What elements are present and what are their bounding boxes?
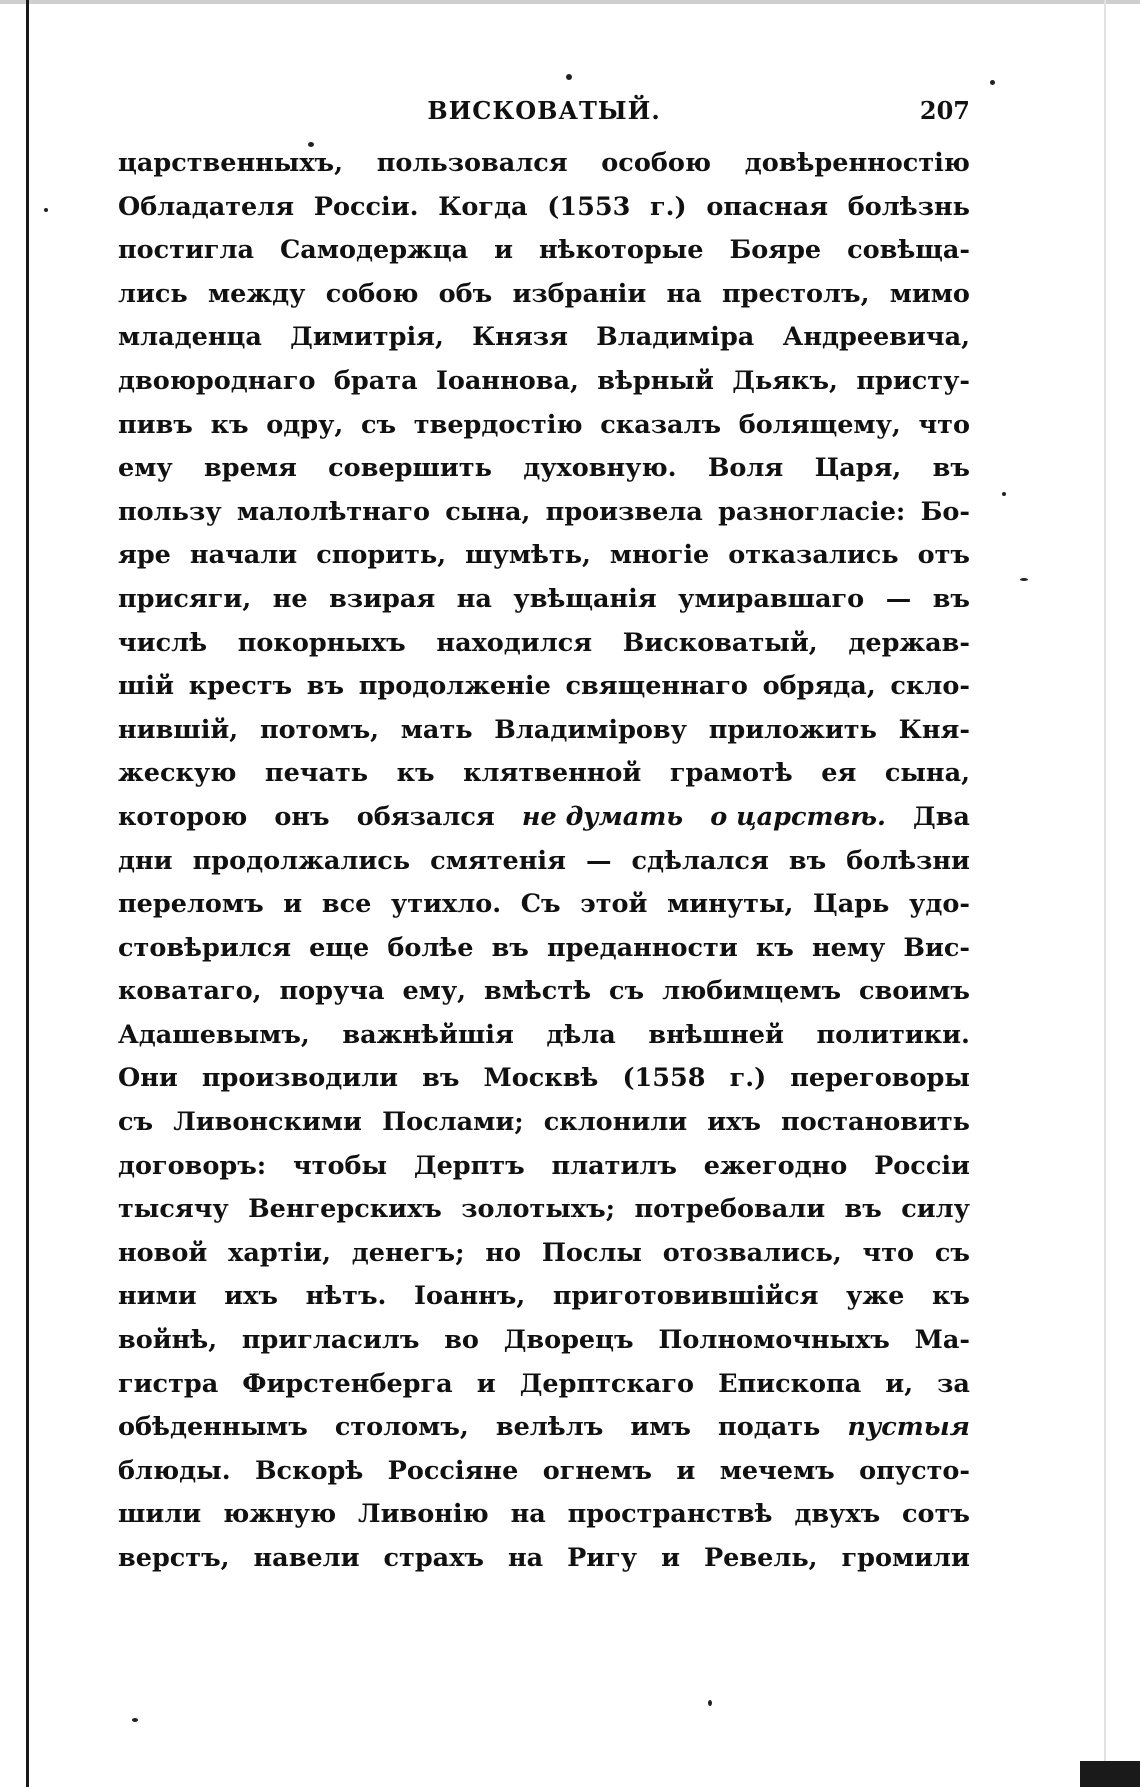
word: отозвались, [662, 1237, 842, 1268]
ink-speck [708, 1700, 712, 1706]
word: что [918, 409, 970, 440]
word: ними [118, 1281, 197, 1312]
text-line [118, 1014, 970, 1058]
word: своимъ [859, 976, 970, 1007]
word: еще [309, 932, 370, 963]
word: на [507, 1543, 544, 1573]
word: пустыя [847, 1412, 970, 1443]
word: болѣзнь [847, 191, 970, 222]
word: за [937, 1368, 970, 1399]
word: опасная [706, 191, 829, 222]
word: избраніи [512, 278, 647, 309]
word: на [456, 583, 492, 614]
word: спорить, [316, 540, 447, 571]
word: силу [901, 1194, 970, 1225]
word: обязался [356, 801, 495, 832]
word: Андреевича, [782, 322, 970, 353]
word: мимо [889, 278, 970, 309]
word: золотыхъ; [461, 1194, 616, 1225]
word: Іоаннъ, [414, 1281, 526, 1312]
text-line [118, 1406, 970, 1450]
word: совѣща- [847, 235, 970, 266]
text-line [118, 752, 970, 796]
word: о царствѣ. [710, 801, 886, 832]
word: къ [931, 1281, 970, 1312]
word: шій [118, 671, 175, 702]
word: двоюроднаго [118, 365, 316, 396]
word: мечемъ [719, 1455, 835, 1486]
word: Дерптскаго [519, 1368, 695, 1399]
text-line [118, 840, 970, 884]
word: ему, [402, 976, 467, 1007]
word: Дьякъ, [732, 365, 838, 396]
word: духовную. [523, 453, 677, 484]
word: шумѣть, [465, 540, 591, 571]
word: ея [821, 758, 857, 789]
word: уже [846, 1281, 905, 1312]
word: опусто- [859, 1455, 970, 1486]
word: тысячу [118, 1194, 229, 1225]
word: — [885, 583, 912, 614]
word: важнѣйшія [342, 1019, 514, 1050]
word: во [444, 1325, 479, 1356]
word: твердостію [413, 409, 583, 440]
ink-speck [990, 80, 995, 85]
word: съ [361, 409, 397, 440]
text-line [118, 1450, 970, 1494]
word: Кня- [898, 714, 970, 745]
word: въ [788, 845, 827, 876]
word: переломъ [118, 889, 264, 920]
word: Бо- [920, 496, 970, 527]
page-left-edge [26, 0, 29, 1787]
word: Ливонскими [173, 1107, 362, 1138]
text-line [118, 1145, 970, 1189]
text-line [118, 970, 970, 1014]
ink-speck [566, 74, 572, 80]
ink-speck [1002, 492, 1006, 496]
word: громили [841, 1543, 970, 1573]
word: постигла [118, 235, 255, 266]
word: и [661, 1543, 681, 1573]
word: Съ [520, 889, 561, 920]
word: болящему, [738, 409, 901, 440]
text-line [118, 1188, 970, 1232]
word: внѣшней [648, 1019, 784, 1050]
word: подать [718, 1412, 821, 1443]
word: къ [396, 758, 435, 789]
word: Воля [707, 453, 784, 484]
word: склонили [543, 1107, 688, 1138]
page-top-edge [0, 0, 1140, 4]
ink-speck [132, 1718, 138, 1722]
word: приложить [708, 714, 877, 745]
text-line [118, 273, 970, 317]
ink-speck [44, 208, 48, 212]
text-line [118, 1493, 970, 1537]
word: любимцемъ [662, 976, 842, 1007]
word: нѣтъ. [305, 1281, 387, 1312]
word: не [272, 583, 308, 614]
text-line [118, 796, 970, 840]
word: производили [201, 1063, 399, 1094]
word: огнемъ [542, 1455, 652, 1486]
word: и [676, 1455, 696, 1486]
running-title: ВИСКОВАТЫЙ. [427, 96, 661, 125]
word: денегъ; [351, 1237, 465, 1268]
word: особою [601, 148, 712, 178]
word: болѣе [387, 932, 474, 963]
word: Димитрія, [290, 322, 444, 353]
text-line [118, 578, 970, 622]
word: Князя [472, 322, 568, 353]
word: Фирстенберга [242, 1368, 453, 1399]
word: приготовившійся [552, 1281, 819, 1312]
word: престолъ, [721, 278, 870, 309]
word: довѣренностію [744, 148, 970, 178]
word: одру, [266, 409, 344, 440]
text-line [118, 229, 970, 273]
word: Адашевымъ, [118, 1019, 310, 1050]
word: пригласилъ [241, 1325, 420, 1356]
word: гистра [118, 1368, 219, 1399]
word: между [207, 278, 306, 309]
text-line [118, 360, 970, 404]
word: Владиміра [596, 322, 755, 353]
text-line [118, 447, 970, 491]
word: страхъ [383, 1543, 484, 1573]
text-line [118, 186, 970, 230]
word: Вскорѣ [254, 1455, 364, 1486]
word: Бояре [729, 235, 822, 266]
word: утихло. [390, 889, 502, 920]
word: въ [491, 932, 529, 963]
word: увѣщанія [513, 583, 657, 614]
word: Самодержца [280, 235, 469, 266]
word: Владимірову [494, 714, 687, 745]
word: Ригу [567, 1543, 638, 1573]
word: яре [118, 540, 171, 571]
word: болѣзни [846, 845, 970, 876]
word: Венгерскихъ [248, 1194, 442, 1225]
word: въ [932, 453, 970, 484]
text-line [118, 316, 970, 360]
word: Когда [438, 191, 528, 222]
word: этой [580, 889, 648, 920]
word: отъ [917, 540, 970, 571]
word: совершить [328, 453, 492, 484]
word: нему [811, 932, 886, 963]
text-line [118, 1319, 970, 1363]
word: Ма- [914, 1325, 970, 1356]
word: произвела [545, 496, 703, 527]
word: но [485, 1237, 521, 1268]
word: къ [210, 409, 249, 440]
word: пользовался [376, 148, 568, 178]
word: Они [118, 1063, 178, 1094]
word: сына, [445, 496, 531, 527]
word: съ [934, 1237, 970, 1268]
text-line [118, 404, 970, 448]
word: малолѣтнаго [236, 496, 431, 527]
word: (1553 [547, 191, 631, 222]
word: Вис- [903, 932, 970, 963]
text-line [118, 1275, 970, 1319]
word: Россіяне [387, 1455, 519, 1486]
word: на [510, 1499, 546, 1530]
word: которою [118, 801, 248, 832]
word: удо- [909, 889, 970, 920]
word: собою [325, 278, 419, 309]
word: вѣрный [597, 365, 714, 396]
word: Іоаннова, [435, 365, 579, 396]
word: верстъ, [118, 1543, 230, 1573]
text-line [118, 709, 970, 753]
word: и, [885, 1368, 914, 1399]
word: съ [609, 976, 645, 1007]
word: южную [223, 1499, 337, 1530]
word: продолженіе [358, 671, 551, 702]
word: Россіи [874, 1150, 970, 1181]
word: покорныхъ [237, 627, 406, 658]
word: ихъ [707, 1107, 761, 1138]
word: сотъ [902, 1499, 970, 1530]
word: г.) [650, 191, 687, 222]
word: нившій, [118, 714, 239, 745]
word: Россіи. [313, 191, 419, 222]
word: Ливонію [358, 1499, 489, 1530]
word: клятвенной [463, 758, 642, 789]
word: шили [118, 1499, 202, 1530]
page-number: 207 [919, 96, 970, 125]
word: пользу [118, 496, 222, 527]
word: минуты, [667, 889, 794, 920]
word: хартіи, [228, 1237, 331, 1268]
word: Послами; [382, 1107, 524, 1138]
word: младенца [118, 322, 262, 353]
word: въ [844, 1194, 882, 1225]
word: стовѣрился [118, 932, 292, 963]
word: дни [118, 845, 173, 876]
word: двухъ [794, 1499, 881, 1530]
word: Дерптъ [413, 1150, 525, 1181]
word: — [585, 845, 612, 876]
word: съ [118, 1107, 154, 1138]
word: печать [264, 758, 369, 789]
word: находился [436, 627, 593, 658]
word: время [204, 453, 297, 484]
word: Ревель, [704, 1543, 818, 1573]
word: крестъ [188, 671, 293, 702]
word: переговоры [790, 1063, 970, 1094]
text-line [118, 1537, 970, 1581]
word: грамотѣ [669, 758, 793, 789]
word: Послы [541, 1237, 642, 1268]
word: (1558 [622, 1063, 706, 1094]
word: и [494, 235, 514, 266]
word: онъ [274, 801, 330, 832]
word: Москвѣ [483, 1063, 599, 1094]
word: Епископа [718, 1368, 862, 1399]
word: скло- [890, 671, 970, 702]
text-line [118, 534, 970, 578]
word: платилъ [551, 1150, 677, 1181]
text-line [118, 491, 970, 535]
word: Обладателя [118, 191, 295, 222]
word: потребовали [634, 1194, 826, 1225]
word: лись [118, 278, 188, 309]
word: сына, [884, 758, 970, 789]
text-line [118, 1232, 970, 1276]
text-line [118, 665, 970, 709]
word: вмѣстѣ [484, 976, 592, 1007]
text-line [118, 927, 970, 971]
word: войнѣ, [118, 1325, 218, 1356]
word: объ [438, 278, 493, 309]
page-bottom-corner [1080, 1761, 1140, 1787]
text-line [118, 622, 970, 666]
word: дѣла [546, 1019, 616, 1050]
word: блюды. [118, 1455, 231, 1486]
word: присту- [856, 365, 970, 396]
word: Два [913, 801, 970, 832]
word: въ [422, 1063, 460, 1094]
word: къ [755, 932, 794, 963]
word: въ [306, 671, 345, 702]
word: и [476, 1368, 496, 1399]
ink-speck [1020, 578, 1028, 581]
word: смятенія [430, 845, 566, 876]
word: начали [189, 540, 298, 571]
word: преданности [546, 932, 738, 963]
word: столомъ, [334, 1412, 469, 1443]
word: все [321, 889, 372, 920]
text-line [118, 1101, 970, 1145]
text-line [118, 883, 970, 927]
word: многіе [609, 540, 710, 571]
word: политики. [816, 1019, 970, 1050]
word: въ [932, 583, 970, 614]
word: разногласіе: [718, 496, 906, 527]
text-block [118, 142, 970, 1581]
word: мать [400, 714, 473, 745]
text-line [118, 1057, 970, 1101]
word: пространствѣ [567, 1499, 773, 1530]
word: держав- [848, 627, 970, 658]
text-line [118, 142, 970, 186]
word: Полномочныхъ [658, 1325, 890, 1356]
word: пивъ [118, 409, 193, 440]
word: умиравшаго [678, 583, 865, 614]
word: г.) [729, 1063, 767, 1094]
text-line [118, 1363, 970, 1407]
word: Царя, [814, 453, 902, 484]
word: Царь [813, 889, 890, 920]
word: присяги, [118, 583, 252, 614]
word: велѣлъ [495, 1412, 604, 1443]
word: обѣденнымъ [118, 1412, 308, 1443]
word: сказалъ [600, 409, 722, 440]
word: сдѣлался [631, 845, 769, 876]
word: священнаго [565, 671, 748, 702]
word: царственныхъ, [118, 148, 343, 178]
word: коватаго, [118, 976, 262, 1007]
word: отказались [728, 540, 899, 571]
word: чтобы [293, 1150, 388, 1181]
word: брата [333, 365, 418, 396]
word: взирая [329, 583, 436, 614]
word: продолжались [192, 845, 411, 876]
word: договоръ: [118, 1150, 267, 1181]
word: Дворецъ [503, 1325, 634, 1356]
word: нѣкоторые [539, 235, 704, 266]
word: поруча [279, 976, 385, 1007]
word: новой [118, 1237, 208, 1268]
word: жескую [118, 758, 237, 789]
word: Висковатый, [622, 627, 818, 658]
word: постановить [781, 1107, 970, 1138]
word: числѣ [118, 627, 208, 658]
word: ему [118, 453, 173, 484]
word: на [666, 278, 702, 309]
running-head [118, 96, 970, 132]
word: обряда, [762, 671, 876, 702]
word: ихъ [224, 1281, 278, 1312]
word: потомъ, [259, 714, 380, 745]
word: не думать [521, 801, 684, 832]
word: и [283, 889, 303, 920]
word: навели [253, 1543, 360, 1573]
word: ежегодно [703, 1150, 848, 1181]
word: имъ [630, 1412, 691, 1443]
page-right-margin-shadow [1104, 0, 1106, 1787]
word: что [862, 1237, 915, 1268]
